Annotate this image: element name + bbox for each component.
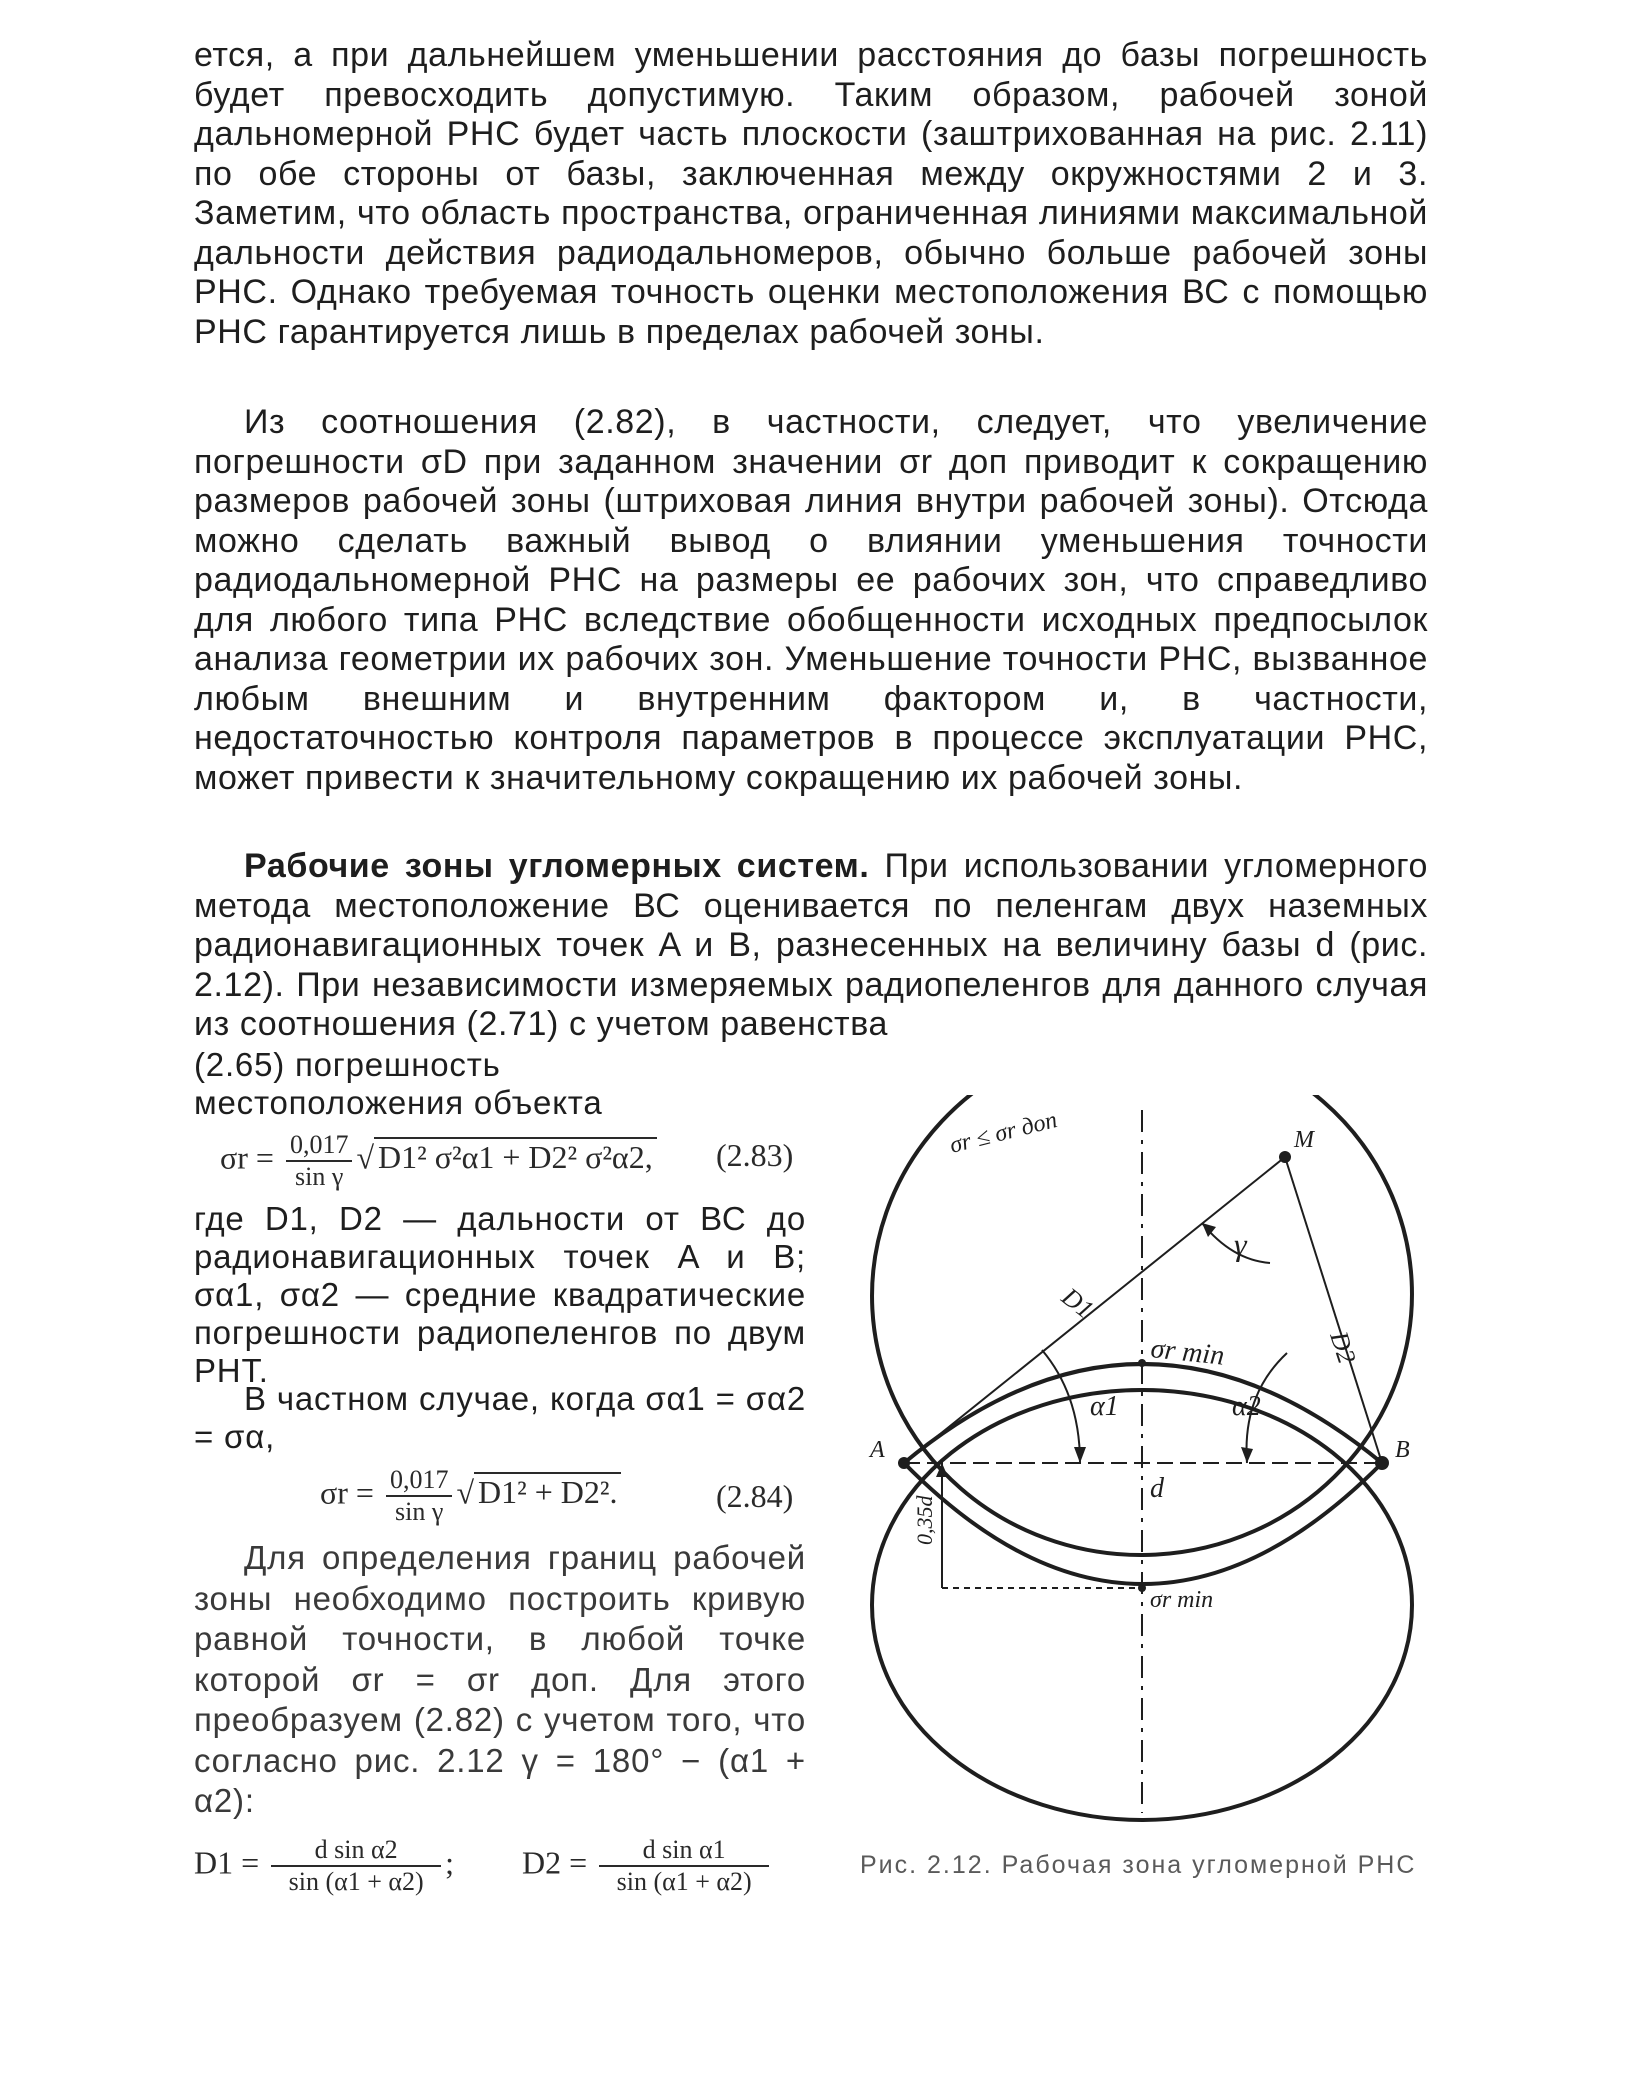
label-b: B: [1395, 1437, 1410, 1463]
paragraph-1-text: ется, а при дальнейшем уменьшении расстояния до базы погрешность будет превосходить допустимую. Таким образом, рабочей зоной дальномерной РНС будет часть плоскости (заштрихованная на рис. 2.11) по обе стороны от базы, заключенная между окружностями 2 и 3. Заметим, что область пространства, ограниченная линиями максимальной дальности действия радиодальномеров, обычно больше рабочей зоны РНС. Однако требуемая точность оценки местоположения ВС с помощью РНС гарантируется лишь в пределах рабочей зоны.: [194, 36, 1428, 351]
label-m: M: [1294, 1127, 1314, 1153]
point-sigma-min-bottom: [1138, 1584, 1146, 1592]
paragraph-1: [194, 36, 1428, 352]
point-m: [1279, 1151, 1291, 1163]
where-paragraph: где D1, D2 — дальности от ВС до радионавигационных точек A и B; σα1, σα2 — средние квадратические погрешности радиопеленгов по двум РНТ.: [194, 1200, 806, 1389]
label-sigma-top: σr ≤ σr доп: [947, 1107, 1060, 1159]
label-alpha1: α1: [1090, 1391, 1119, 1422]
paragraph-2-text: Из соотношения (2.82), в частности, следует, что увеличение погрешности σD при заданном значении σr доп приводит к сокращению размеров рабочей зоны (штриховая линия внутри рабочей зоны). Отсюда можно сделать важный вывод о влиянии уменьшения точности радиодальномерной РНС на размеры ее рабочих зон, что справедливо для любого типа РНС вследствие обобщенности исходных предпосылок анализа геометрии их рабочих зон. Уменьшение точности РНС, вызванное любым внешним и внутренним фактором и, в частности, недостаточностью контроля параметров в процессе эксплуатации РНС, может привести к значительному сокращению их рабочей зоны.: [194, 403, 1428, 797]
equation-d1: D1 = $\frac{\text{d sin α2}}{\sin (\alpha 1 + \alpha 2)}$ ;: [194, 1835, 455, 1896]
paragraph-3-tail: (2.65) погрешность местоположения объекта: [194, 1046, 603, 1121]
equation-d2: D2 = $\frac{\text{d sin α1}}{\sin (\alpha 1 + \alpha 2)}$: [522, 1835, 773, 1897]
line-d2: [1285, 1157, 1382, 1463]
paragraph-2: [194, 403, 1428, 798]
label-sigma-min-bottom: σr min: [1150, 1587, 1214, 1613]
paragraph-3: [194, 847, 1428, 1045]
label-d2: D2: [1324, 1327, 1362, 1368]
point-a: [898, 1457, 910, 1469]
label-035d: 0,35d: [912, 1495, 937, 1545]
equation-number-2-83: (2.83): [716, 1137, 794, 1173]
label-gamma: γ: [1234, 1226, 1247, 1262]
figure-2-12: [842, 1095, 1462, 1835]
label-alpha2: α2: [1232, 1391, 1261, 1422]
label-a: A: [870, 1437, 885, 1463]
equation-2-83: σr = $\frac{0,017}{\text{sin γ}}$ √ D1² σ²α1 + D2² σ²α2,: [220, 1130, 657, 1192]
equation-2-84: σr = $\frac{0,017}{\text{sin γ}}$ √ D1² + D2².: [320, 1465, 621, 1527]
working-zone-arc-lower: [904, 1463, 1382, 1584]
section-heading: Рабочие зоны угломерных систем.: [244, 847, 870, 885]
paragraph-3-text: При использовании угломерного метода местоположение ВС оценивается по пеленгам двух наземных радионавигационных точек A и B, разнесенных на величину базы d (рис. 2.12). При независимости измеряемых радиопеленгов для данного случая из соотношения (2.71) с учетом равенства: [194, 847, 1428, 1043]
point-sigma-min-top: [1138, 1359, 1146, 1367]
label-sigma-min-top: σr min: [1149, 1333, 1226, 1372]
equation-number-2-84: (2.84): [716, 1478, 794, 1514]
label-d: d: [1150, 1473, 1164, 1504]
figure-caption: Рис. 2.12. Рабочая зона угломерной РНС: [860, 1851, 1417, 1879]
angle-arc-alpha1: [1042, 1350, 1080, 1463]
point-b: [1375, 1456, 1389, 1470]
boundary-paragraph: Для определения границ рабочей зоны необходимо построить кривую равной точности, в любой точке которой σr = σr доп. Для этого преобразуем (2.82) с учетом того, что согласно рис. 2.12 γ = 180° − (α1 + α2):: [194, 1539, 806, 1819]
label-d1: D1: [1056, 1281, 1100, 1325]
special-case-paragraph: В частном случае, когда σα1 = σα2 = σα,: [194, 1380, 806, 1455]
